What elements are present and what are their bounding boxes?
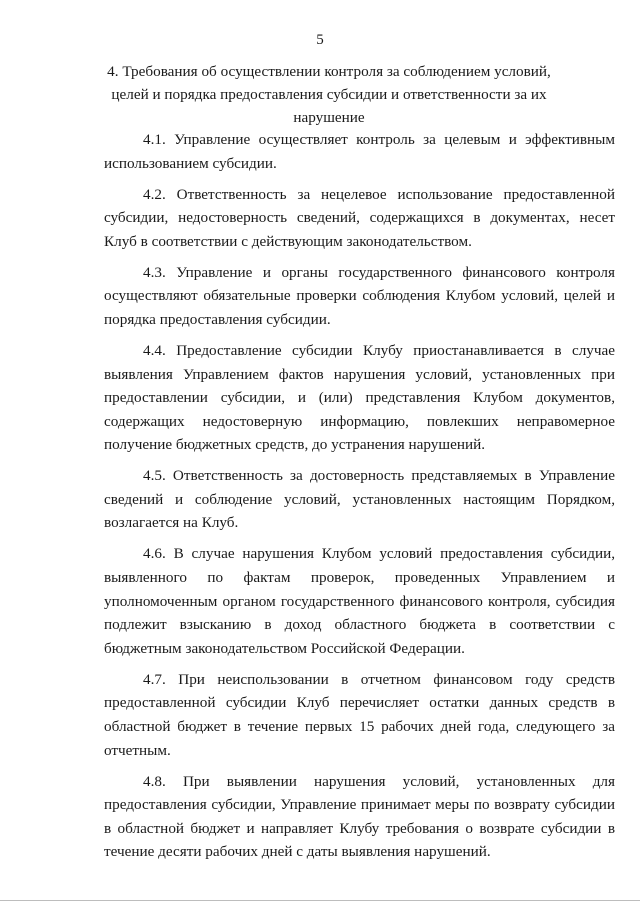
- section-body: [104, 128, 615, 864]
- paragraph-4-2: 4.2. Ответственность за нецелевое использование предоставленной субсидии, недостоверность сведений, содержащихся в документах, несет Клуб в соответствии с действующим законодательством.: [104, 185, 615, 250]
- section-heading: 4. Требования об осуществлении контроля за соблюдением условий, целей и порядка предоставления субсидии и ответственности за их нарушение: [107, 63, 551, 126]
- page-bottom-edge: [0, 900, 640, 901]
- paragraph-4-7: 4.7. При неиспользовании в отчетном финансовом году средств предоставленной субсидии Клуб перечисляет остатки данных средств в областной бюджет в течение первых 15 рабочих дней года, следующего за отчетным.: [104, 670, 615, 759]
- paragraph-4-5: 4.5. Ответственность за достоверность представляемых в Управление сведений и соблюдение условий, установленных настоящим Порядком, возлагается на Клуб.: [104, 467, 615, 532]
- paragraph-4-8: 4.8. При выявлении нарушения условий, установленных для предоставления субсидии, Управление принимает меры по возврату субсидии в областной бюджет и направляет Клубу требования о возврате субсидии в течение десяти рабочих дней с даты выявления нарушений.: [104, 772, 615, 861]
- page-number: 5: [316, 32, 324, 48]
- paragraph-4-3: 4.3. Управление и органы государственного финансового контроля осуществляют обязательные проверки соблюдения Клубом условий, целей и порядка предоставления субсидии.: [104, 263, 615, 328]
- paragraph-4-1: 4.1. Управление осуществляет контроль за целевым и эффективным использованием субсидии.: [104, 131, 615, 172]
- paragraph-4-6: 4.6. В случае нарушения Клубом условий предоставления субсидии, выявленного по фактам проверок, проведенных Управлением и уполномоченным органом государственного финансового контроля, субсидия подлежит взысканию в доход областного бюджета в соответствии с бюджетным законодательством Российской Федерации.: [104, 545, 615, 657]
- paragraph-4-4: 4.4. Предоставление субсидии Клубу приостанавливается в случае выявления Управлением фактов нарушения условий, установленных при предоставлении субсидии, и (или) представления Клубом документов, содержащих недостоверную информацию, повлекших неправомерное получение бюджетных средств, до устранения нарушений.: [104, 341, 615, 454]
